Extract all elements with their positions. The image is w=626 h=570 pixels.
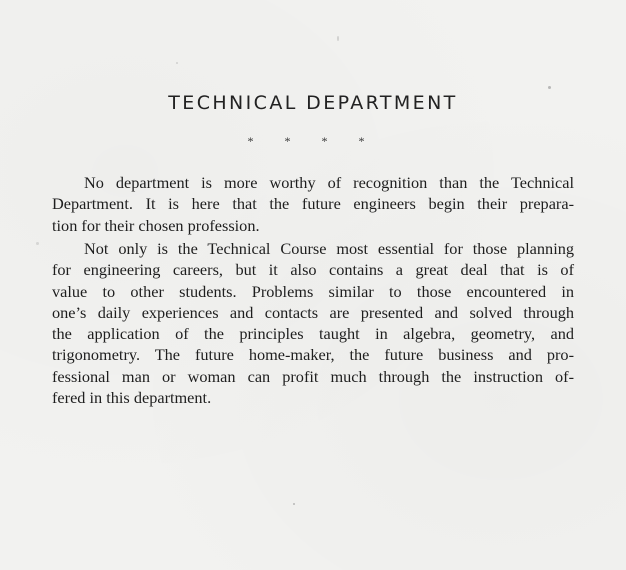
text-line: value to other students. Problems similar to those encountered in	[52, 281, 574, 301]
paragraph-2	[52, 238, 574, 408]
text-line: fered in this department.	[52, 388, 212, 408]
text-line: Department. It is here that the future engineers begin their prepara-	[52, 194, 574, 214]
text-line: the application of the principles taught in algebra, geometry, and	[52, 324, 574, 344]
paper-speck	[337, 36, 339, 41]
paper-speck	[36, 242, 39, 245]
paper-speck	[548, 86, 551, 89]
text-line: No department is more worthy of recognition than the Technical	[84, 173, 574, 192]
paragraph-1	[52, 172, 574, 236]
paper-speck	[293, 503, 295, 505]
text-line: one’s daily experiences and contacts are presented and solved through	[52, 302, 574, 322]
text-line: for engineering careers, but it also contains a great deal that is of	[52, 260, 574, 280]
text-line: tion for their chosen profession.	[52, 215, 260, 235]
text-line: fessional man or woman can profit much through the instruction of-	[52, 366, 574, 386]
section-separator: * * * *	[247, 134, 379, 148]
text-line: trigonometry. The future home-maker, the future business and pro-	[52, 345, 574, 365]
page-title: TECHNICAL DEPARTMENT	[168, 92, 458, 114]
paper-speck	[176, 62, 178, 64]
text-line: Not only is the Technical Course most essential for those planning	[84, 239, 574, 258]
